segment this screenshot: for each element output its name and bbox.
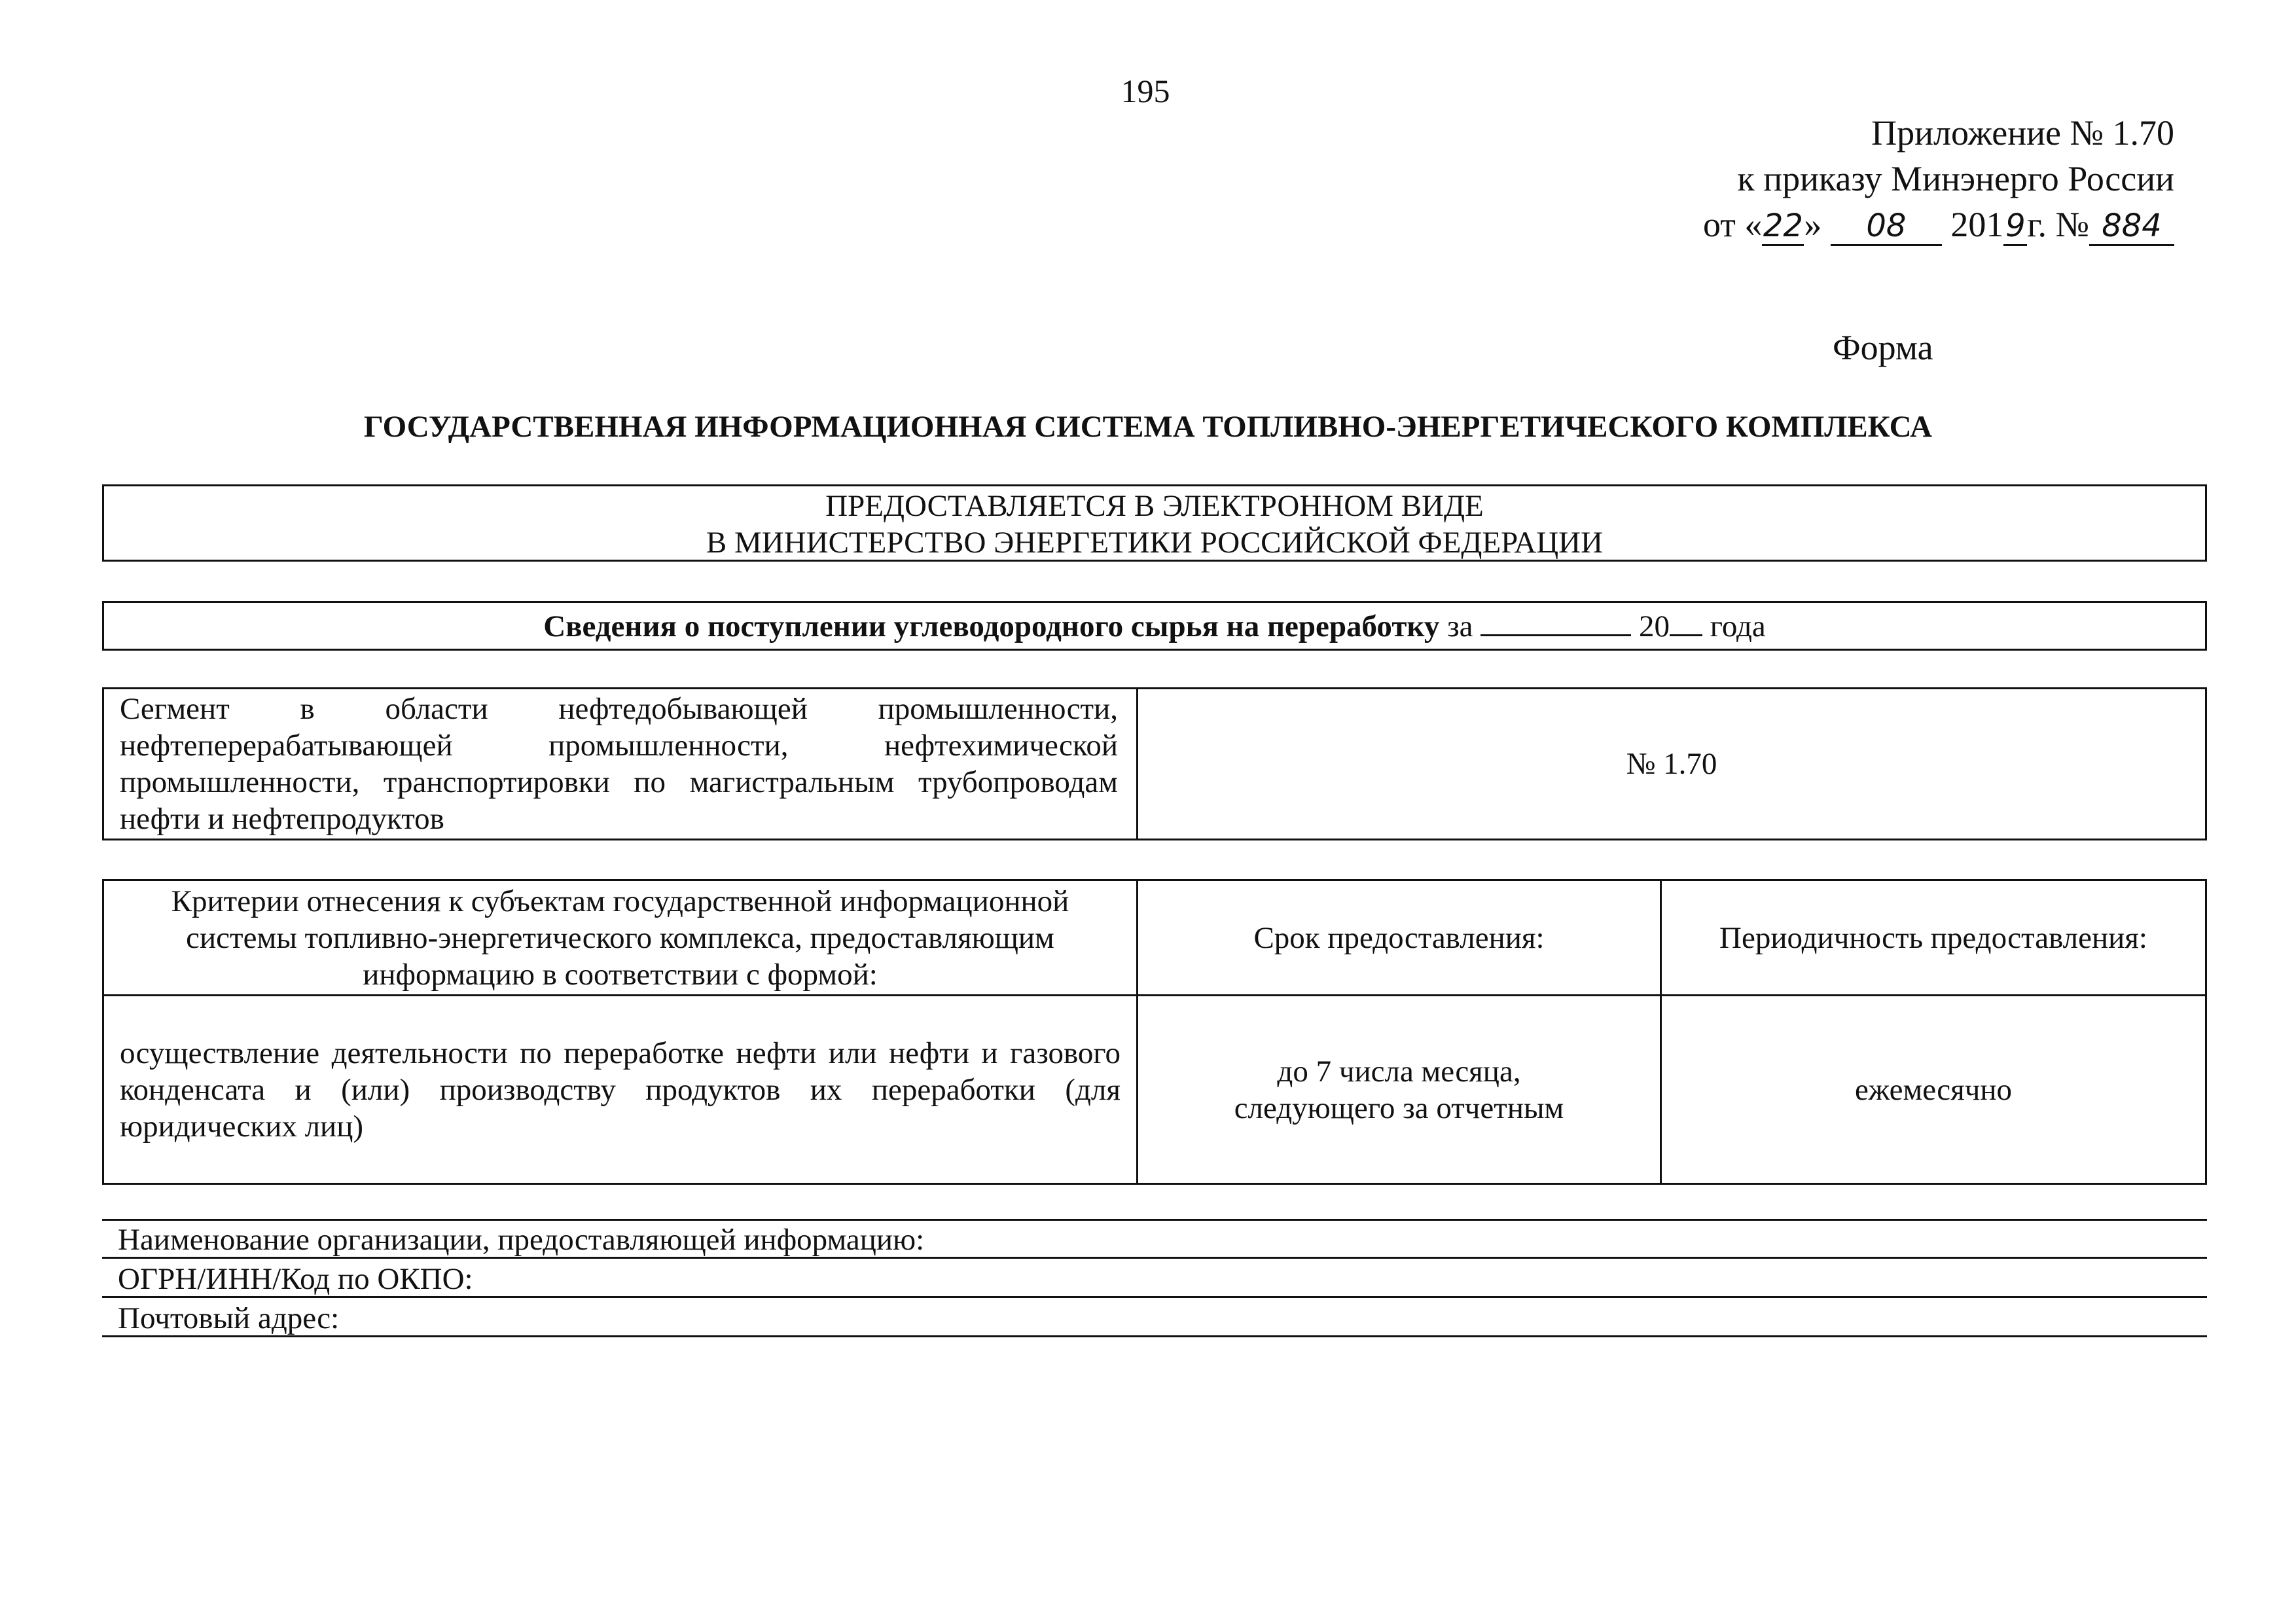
criteria-value: осуществление деятельности по переработке нефти или нефти и газового конденсата и (или) производству продуктов их переработки (для юридических лиц) — [103, 996, 1138, 1184]
appendix-date-line — [1585, 202, 2174, 247]
org-name-field[interactable]: Наименование организации, предоставляющей информацию: — [102, 1221, 2207, 1259]
postal-address-field[interactable]: Почтовый адрес: — [102, 1299, 2207, 1337]
period-blank[interactable] — [1480, 603, 1631, 636]
report-year-prefix: 20 — [1639, 609, 1670, 643]
ogrn-field[interactable]: ОГРН/ИНН/Код по ОКПО: — [102, 1260, 2207, 1298]
periodicity-header: Периодичность предоставления: — [1661, 880, 2206, 996]
deadline-header: Срок предоставления: — [1138, 880, 1661, 996]
form-number: № 1.70 — [1138, 689, 2206, 840]
report-title: Сведения о поступлении углеводородного сырья на переработку — [543, 609, 1440, 643]
handwritten-year-digit: 9 — [2003, 208, 2027, 246]
date-mid: » — [1804, 205, 1822, 244]
segment-table — [102, 687, 2207, 840]
segment-description: Сегмент в области нефтедобывающей промышленности, нефтеперерабатывающей промышленности, нефтехимической промышленности, транспортировки по магистральным трубопроводам нефти и нефтепродуктов — [103, 689, 1138, 840]
date-prefix: от « — [1703, 205, 1763, 244]
page-number: 195 — [1121, 73, 1170, 109]
form-label: Форма — [1833, 328, 1933, 367]
periodicity-value: ежемесячно — [1661, 996, 2206, 1184]
deadline-value: до 7 числа месяца, следующего за отчетным — [1138, 996, 1661, 1184]
appendix-order: к приказу Минэнерго России — [1737, 159, 2174, 198]
criteria-header: Критерии отнесения к субъектам государственной информационной системы топливно-энергетического комплекса, предоставляющим информацию в соответствии с формой: — [103, 880, 1138, 996]
year-prefix: 201 — [1950, 205, 2004, 244]
appendix-title: Приложение № 1.70 — [1871, 113, 2174, 153]
appendix-header — [1585, 110, 2174, 247]
year-blank[interactable] — [1670, 603, 1702, 636]
handwritten-month: 08 — [1831, 208, 1942, 246]
submission-notice-box — [102, 484, 2207, 562]
report-year-suffix: года — [1710, 609, 1766, 643]
criteria-table — [102, 879, 2207, 1185]
handwritten-order-number: 884 — [2089, 208, 2174, 246]
system-title: ГОСУДАРСТВЕННАЯ ИНФОРМАЦИОННАЯ СИСТЕМА ТОПЛИВНО-ЭНЕРГЕТИЧЕСКОГО КОМПЛЕКСА — [363, 410, 1933, 444]
report-za: за — [1447, 609, 1473, 643]
report-title-box — [102, 601, 2207, 651]
order-number-label: г. № — [2027, 205, 2089, 244]
handwritten-day: 22 — [1762, 208, 1804, 246]
submission-notice-line1: ПРЕДОСТАВЛЯЕТСЯ В ЭЛЕКТРОННОМ ВИДЕ — [825, 489, 1484, 523]
submission-notice-line2: В МИНИСТЕРСТВО ЭНЕРГЕТИКИ РОССИЙСКОЙ ФЕДЕРАЦИИ — [706, 526, 1604, 560]
